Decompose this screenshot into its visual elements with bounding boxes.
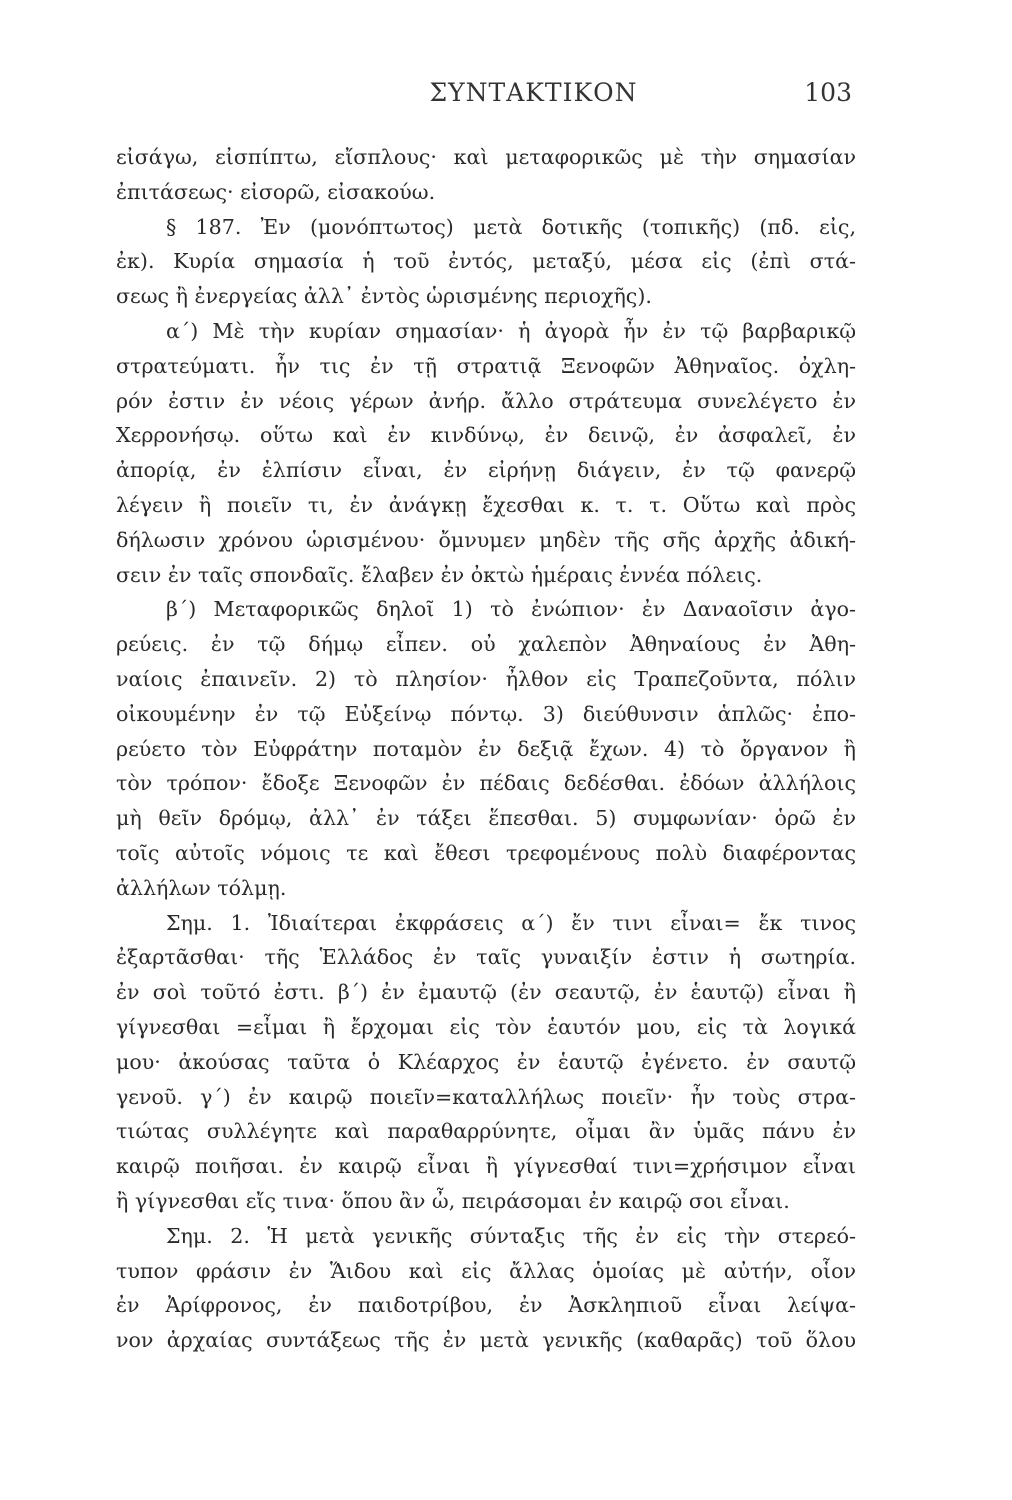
page-header <box>0 78 1012 118</box>
text-line: Χερρονήσῳ. οὕτω καὶ ἐν κινδύνῳ, ἐν δεινῷ, ἐν ἀσφαλεῖ, ἐν <box>116 423 856 448</box>
text-line: μὴ θεῖν δρόμῳ, ἀλλ᾽ ἐν τάξει ἕπεσθαι. 5) συμφωνίαν· ὁρῶ ἐν <box>116 806 856 831</box>
text-line: β΄) Μεταφορικῶς δηλοῖ 1) τὸ ἐνώπιον· ἐν Δαναοῖσιν ἀγο- <box>166 597 856 622</box>
text-line: ἐν Ἀρίφρονος, ἐν παιδοτρίβου, ἐν Ἀσκληπιοῦ εἶναι λείψα- <box>116 1293 856 1318</box>
text-line: τοῖς αὐτοῖς νόμοις τε καὶ ἔθεσι τρεφομένους πολὺ διαφέροντας <box>116 840 856 865</box>
note-line: Σημ. 2. Ἡ μετὰ γενικῆς σύνταξις τῆς ἐν εἰς τὴν στερεό- <box>166 1223 856 1248</box>
text-line: ρεύετο τὸν Εὐφράτην ποταμὸν ἐν δεξιᾷ ἔχων. 4) τὸ ὄργανον ἢ <box>116 736 856 761</box>
text-line: ἢ γίγνεσθαι εἴς τινα· ὅπου ἂν ὦ, πειράσομαι ἐν καιρῷ σοι εἶναι. <box>116 1188 790 1213</box>
text-line: τυπον φράσιν ἐν Ἅιδου καὶ εἰς ἄλλας ὁμοίας μὲ αὐτήν, οἷον <box>116 1258 856 1283</box>
text-line: ἐξαρτᾶσθαι· τῆς Ἑλλάδος ἐν ταῖς γυναιξίν ἐστιν ἡ σωτηρία. <box>116 945 856 970</box>
text-line: ἀλλήλων τόλμῃ. <box>116 875 287 900</box>
text-line: ἐκ). Κυρία σημασία ἡ τοῦ ἐντός, μεταξύ, μέσα εἰς (ἐπὶ στά- <box>116 249 856 274</box>
text-line: ἐν σοὶ τοῦτό ἐστι. β΄) ἐν ἐμαυτῷ (ἐν σεαυτῷ, ἐν ἑαυτῷ) εἶναι ἢ <box>116 980 856 1005</box>
text-line: γενοῦ. γ΄) ἐν καιρῷ ποιεῖν=καταλλήλως ποιεῖν· ἦν τοὺς στρα- <box>116 1084 856 1109</box>
note-line: Σημ. 1. Ἰδιαίτεραι ἐκφράσεις α΄) ἔν τινι εἶναι= ἔκ τινος <box>166 910 856 935</box>
text-line: δήλωσιν χρόνου ὡρισμένου· ὄμνυμεν μηδὲν τῆς σῆς ἀρχῆς ἀδική- <box>116 527 856 552</box>
text-line: μου· ἀκούσας ταῦτα ὁ Κλέαρχος ἐν ἑαυτῷ ἐγένετο. ἐν σαυτῷ <box>116 1049 856 1074</box>
text-line: α΄) Μὲ τὴν κυρίαν σημασίαν· ἡ ἀγορὰ ἦν ἐν τῷ βαρβαρικῷ <box>166 318 856 343</box>
text-line: ἐπιτάσεως· εἰσορῶ, εἰσακούω. <box>116 179 436 204</box>
text-line: σειν ἐν ταῖς σπονδαῖς. ἔλαβεν ἐν ὀκτὼ ἡμέραις ἐννέα πόλεις. <box>116 562 763 587</box>
text-line: στρατεύματι. ἦν τις ἐν τῇ στρατιᾷ Ξενοφῶν Ἀθηναῖος. ὀχλη- <box>116 353 856 378</box>
text-line: ναίοις ἐπαινεῖν. 2) τὸ πλησίον· ἦλθον εἰς Τραπεζοῦντα, πόλιν <box>116 666 856 691</box>
section-heading-line: § 187. Ἐν (μονόπτωτος) μετὰ δοτικῆς (τοπικῆς) (πδ. εἰς, <box>166 214 856 239</box>
text-line: καιρῷ ποιῆσαι. ἐν καιρῷ εἶναι ἢ γίγνεσθαί τινι=χρήσιμον εἶναι <box>116 1154 856 1179</box>
text-line: οἰκουμένην ἐν τῷ Εὐξείνῳ πόντῳ. 3) διεύθυνσιν ἁπλῶς· ἐπο- <box>116 701 856 726</box>
text-line: γίγνεσθαι =εἶμαι ἢ ἔρχομαι εἰς τὸν ἑαυτόν μου, εἰς τὰ λογικά <box>116 1014 856 1039</box>
running-title: ΣΥΝΤΑΚΤΙΚΟΝ <box>429 78 638 107</box>
text-line: λέγειν ἢ ποιεῖν τι, ἐν ἀνάγκῃ ἔχεσθαι κ. τ. τ. Οὕτω καὶ πρὸς <box>116 492 856 517</box>
text-line: ἀπορίᾳ, ἐν ἐλπίσιν εἶναι, ἐν εἰρήνῃ διάγειν, ἐν τῷ φανερῷ <box>116 458 856 483</box>
text-line: σεως ἢ ἐνεργείας ἀλλ᾽ ἐντὸς ὡρισμένης περιοχῆς). <box>116 284 652 309</box>
page-number: 103 <box>804 78 852 107</box>
text-line: ρόν ἐστιν ἐν νέοις γέρων ἀνήρ. ἄλλο στράτευμα συνελέγετο ἐν <box>116 388 856 413</box>
text-line: νον ἀρχαίας συντάξεως τῆς ἐν μετὰ γενικῆς (καθαρᾶς) τοῦ ὅλου <box>116 1328 856 1353</box>
text-line: τὸν τρόπον· ἔδοξε Ξενοφῶν ἐν πέδαις δεδέσθαι. ἐδόων ἀλλήλοις <box>116 771 856 796</box>
text-line: τιώτας συλλέγητε καὶ παραθαρρύνητε, οἶμαι ἂν ὑμᾶς πάνυ ἐν <box>116 1119 856 1144</box>
text-line: ρεύεις. ἐν τῷ δήμῳ εἶπεν. οὐ χαλεπὸν Ἀθηναίους ἐν Ἀθη- <box>116 632 856 657</box>
body-text <box>116 140 856 1358</box>
text-line: εἰσάγω, εἰσπίπτω, εἴσπλους· καὶ μεταφορικῶς μὲ τὴν σημασίαν <box>116 145 856 169</box>
